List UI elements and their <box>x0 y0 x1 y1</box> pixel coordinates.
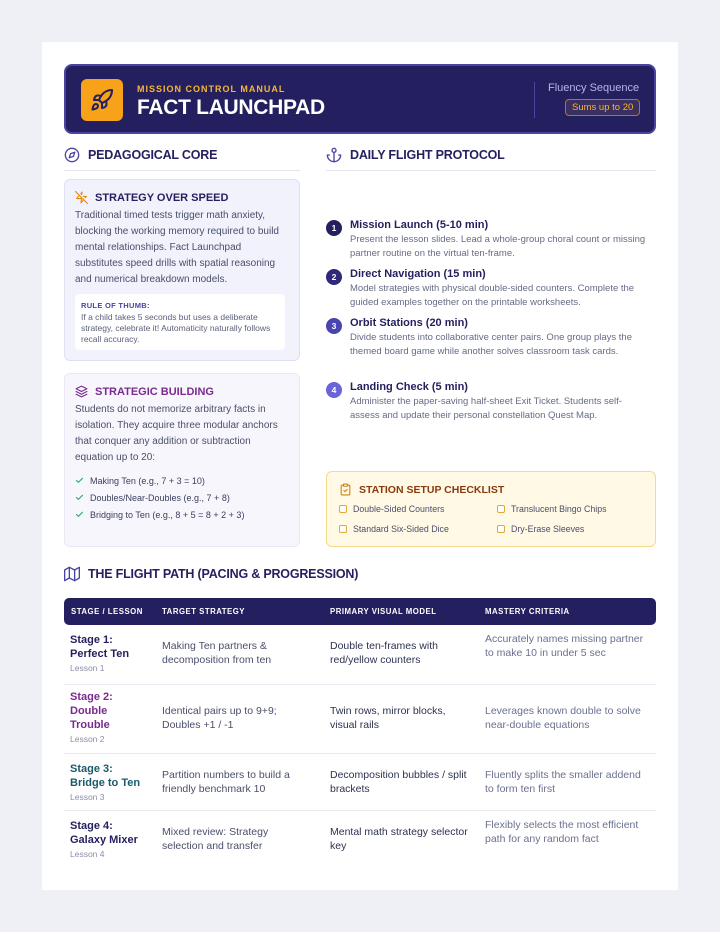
table-row <box>64 811 656 871</box>
building-card-title: STRATEGIC BUILDING <box>95 385 214 398</box>
lesson-label: Lesson 2 <box>70 734 105 744</box>
page-title: FACT LAUNCHPAD <box>137 96 325 119</box>
lesson-label: Lesson 4 <box>70 849 105 859</box>
flight-path-title: THE FLIGHT PATH (PACING & PROGRESSION) <box>88 567 359 581</box>
anchor-item <box>75 489 244 506</box>
step-description: Model strategies with physical double-sided counters. Complete the guided examples together on the printable worksheets. <box>350 283 635 308</box>
checklist-item-label: Dry-Erase Sleeves <box>511 524 585 534</box>
step-number: 4 <box>326 382 342 398</box>
sequence-label: Fluency Sequence <box>548 82 640 94</box>
rule-of-thumb-text: If a child takes 5 seconds but uses a deliberate strategy, celebrate it! Automaticity naturally follows recall accuracy. <box>81 312 271 344</box>
mastery-criteria: Flexibly selects the most efficient path for any random fact <box>485 819 639 845</box>
step-description: Administer the paper-saving half-sheet Exit Ticket. Students self-assess and update their personal constellation Quest Map. <box>350 396 622 421</box>
mastery-criteria: Accurately names missing partner to make 10 in under 5 sec <box>485 633 644 659</box>
step-number: 1 <box>326 220 342 236</box>
checklist-heading <box>339 483 504 496</box>
daily-protocol-heading <box>326 147 505 163</box>
manual-page <box>42 42 678 890</box>
flight-path-heading <box>64 566 358 582</box>
strategy-card-heading <box>75 191 228 204</box>
column-header: STAGE / LESSON <box>71 607 143 616</box>
checklist-item-label: Translucent Bingo Chips <box>511 504 607 514</box>
check-icon <box>75 510 84 519</box>
header-kicker: MISSION CONTROL MANUAL <box>137 84 286 94</box>
zap-off-icon <box>75 191 88 204</box>
stage-label: Stage 3: Bridge to Ten <box>70 763 141 789</box>
anchor-item-label: Bridging to Ten (e.g., 8 + 5 = 8 + 2 + 3) <box>90 509 245 520</box>
anchor-list <box>75 472 244 523</box>
checklist-item-label: Double-Sided Counters <box>353 504 445 514</box>
checklist-item[interactable] <box>497 524 584 534</box>
checklist-item[interactable] <box>497 504 607 514</box>
step-description: Divide students into collaborative center pairs. One group plays the themed board game while another solves classroom task cards. <box>350 332 632 357</box>
anchor-icon <box>326 147 342 163</box>
checklist-title: STATION SETUP CHECKLIST <box>359 483 505 496</box>
mastery-criteria: Fluently splits the smaller addend to form ten first <box>485 769 641 795</box>
check-icon <box>75 493 84 502</box>
anchor-item-label: Making Ten (e.g., 7 + 3 = 10) <box>90 475 205 486</box>
layers-icon <box>75 385 88 398</box>
step-number: 3 <box>326 318 342 334</box>
step-title: Direct Navigation (15 min) <box>350 268 486 280</box>
header-banner <box>64 64 656 134</box>
lesson-label: Lesson 3 <box>70 792 105 802</box>
step-description: Present the lesson slides. Lead a whole-group choral count or missing partner routine on the virtual ten-frame. <box>350 234 646 259</box>
table-row <box>64 685 656 754</box>
pedagogical-core-heading <box>64 147 217 163</box>
stage-label: Stage 1: Perfect Ten <box>70 634 130 660</box>
rocket-icon <box>90 88 114 112</box>
compass-icon <box>64 147 80 163</box>
column-header: TARGET STRATEGY <box>162 607 246 616</box>
checklist-item[interactable] <box>339 504 444 514</box>
building-card-body: Students do not memorize arbitrary facts in isolation. They acquire three modular anchors that conquer any addition or subtraction equation up to 20: <box>75 404 278 463</box>
target-strategy: Making Ten partners & decomposition from ten <box>162 640 272 666</box>
anchor-item-label: Doubles/Near-Doubles (e.g., 7 + 8) <box>90 492 230 503</box>
visual-model: Decomposition bubbles / split brackets <box>330 769 467 795</box>
check-icon <box>75 476 84 485</box>
checklist-item-label: Standard Six-Sided Dice <box>353 524 449 534</box>
checkbox[interactable] <box>339 525 347 533</box>
visual-model: Mental math strategy selector key <box>330 826 468 852</box>
visual-model: Twin rows, mirror blocks, visual rails <box>330 705 446 731</box>
building-card <box>64 373 300 547</box>
checkbox[interactable] <box>497 505 505 513</box>
clipboard-check-icon <box>339 483 352 496</box>
step-title: Mission Launch (5-10 min) <box>350 219 489 231</box>
checkbox[interactable] <box>497 525 505 533</box>
pedagogical-core-title: PEDAGOGICAL CORE <box>88 148 218 162</box>
table-row <box>64 625 656 685</box>
stage-label: Stage 2: Double Trouble <box>70 691 113 731</box>
visual-model: Double ten-frames with red/yellow counters <box>330 640 438 666</box>
rocket-logo <box>81 79 123 121</box>
strategy-card-body: Traditional timed tests trigger math anxiety, blocking the working memory required to build mental relationships. Fact Launchpad substitutes speed drills with spatial reasoning and numerical breakdown models. <box>75 210 279 285</box>
section-rule <box>326 170 656 171</box>
anchor-item <box>75 472 244 489</box>
table-header <box>64 598 656 625</box>
header-divider <box>534 82 535 118</box>
strategy-card-title: STRATEGY OVER SPEED <box>95 191 229 204</box>
building-card-heading <box>75 385 214 398</box>
anchor-item <box>75 506 244 523</box>
step-number: 2 <box>326 269 342 285</box>
column-header: PRIMARY VISUAL MODEL <box>330 607 437 616</box>
daily-protocol-title: DAILY FLIGHT PROTOCOL <box>350 148 505 162</box>
mastery-criteria: Leverages known double to solve near-double equations <box>485 705 641 731</box>
target-strategy: Mixed review: Strategy selection and transfer <box>162 826 269 852</box>
target-strategy: Partition numbers to build a friendly benchmark 10 <box>162 769 290 795</box>
step-title: Orbit Stations (20 min) <box>350 317 468 329</box>
stage-label: Stage 4: Galaxy Mixer <box>70 820 138 846</box>
rule-of-thumb-box <box>75 294 285 350</box>
column-header: MASTERY CRITERIA <box>485 607 570 616</box>
checklist-item[interactable] <box>339 524 449 534</box>
section-rule <box>64 170 300 171</box>
lesson-label: Lesson 1 <box>70 663 105 673</box>
strategy-card <box>64 179 300 361</box>
sequence-badge: Sums up to 20 <box>565 99 640 116</box>
station-checklist <box>326 471 656 547</box>
rule-of-thumb-title: RULE OF THUMB: <box>81 301 150 310</box>
target-strategy: Identical pairs up to 9+9; Doubles +1 / -1 <box>162 705 277 731</box>
table-row <box>64 754 656 811</box>
step-title: Landing Check (5 min) <box>350 381 468 393</box>
checkbox[interactable] <box>339 505 347 513</box>
map-icon <box>64 566 80 582</box>
